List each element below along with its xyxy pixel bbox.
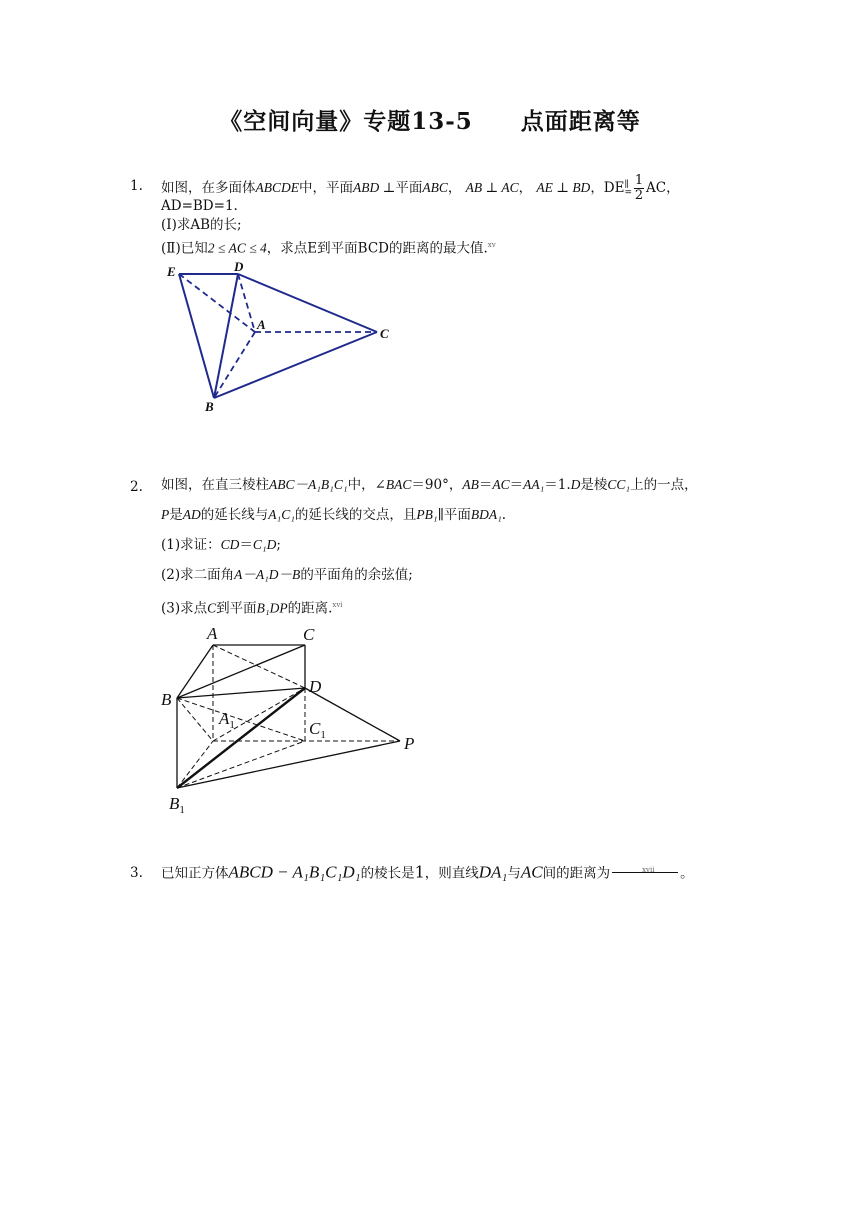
vertex-label-b1: $B_1$ — [169, 794, 185, 816]
vertex-label-a: A — [257, 317, 266, 332]
prism-solid-edges — [177, 645, 400, 788]
vertex-label-c: C — [380, 326, 389, 341]
question-number: 3. — [130, 865, 143, 881]
vertex-label-a1: $A_1$ — [219, 709, 235, 731]
vertex-label-p: P — [404, 734, 415, 753]
polyhedron-solid-edges — [179, 274, 377, 398]
question-3-text: 已知正方体ABCD − A₁B₁C₁D₁的棱长是1，则直线DA₁与AC间的距离为 $^{xvii}$ 。 — [161, 860, 694, 884]
answer-blank — [612, 860, 678, 873]
vertex-label-b: B — [205, 399, 214, 414]
question-2-part-2: (2)求二面角A－A₁D－B的平面角的余弦值; — [161, 567, 413, 583]
question-1-line-1: 如图，在多面体ABCDE中，平面ABD ⊥平面ABC， AB ⊥ AC， AE ⊥ BD，DE ∥ = $\frac{1}{2}$ AC， — [161, 173, 680, 203]
vertex-label-c: C — [303, 625, 315, 644]
endnote-marker: xvi — [332, 601, 343, 609]
question-2-part-1: (1)求证：CD＝C₁D; — [161, 537, 281, 553]
page-title: 《空间向量》专题13-5 点面距离等 — [219, 108, 641, 135]
vertex-label-c1: $C_1$ — [309, 719, 326, 741]
endnote-marker: xv — [487, 241, 496, 249]
question-2-line-1: 如图，在直三棱柱ABC－A₁B₁C₁中，∠BAC＝90°，AB＝AC＝AA₁＝1.D是棱CC₁上的一点， — [161, 477, 698, 493]
prism-hidden-edges — [177, 645, 400, 788]
question-number: 1. — [130, 178, 143, 194]
question-number: 2. — [130, 479, 143, 495]
question-2-line-2: P是AD的延长线与A₁C₁的延长线的交点，且PB₁∥平面BDA₁. — [161, 507, 507, 523]
vertex-label-d: D — [309, 677, 322, 696]
vertex-label-a: A — [207, 624, 218, 643]
vertex-label-d: D — [234, 259, 244, 274]
polyhedron-figure — [160, 258, 400, 418]
question-2-part-3: (3)求点C到平面B₁DP的距离.$^{xvi}$ — [161, 600, 343, 617]
question-1-line-2: AD=BD=1. — [161, 198, 238, 214]
question-1-part-2: (Ⅱ)已知2 ≤ AC ≤ 4，求点E到平面BCD的距离的最大值.$^{xv}$ — [161, 240, 496, 257]
vertex-label-e: E — [167, 264, 176, 279]
fraction-one-half: $\frac{1}{2}$ — [634, 173, 644, 203]
prism-edge-b1-d — [177, 688, 305, 788]
prism-figure — [155, 620, 435, 825]
endnote-marker: xvii — [642, 866, 655, 874]
parallel-equal-sign: ∥ = — [624, 179, 633, 198]
question-1-part-1: (Ⅰ)求AB的长; — [161, 217, 242, 233]
vertex-label-b: B — [161, 690, 172, 709]
